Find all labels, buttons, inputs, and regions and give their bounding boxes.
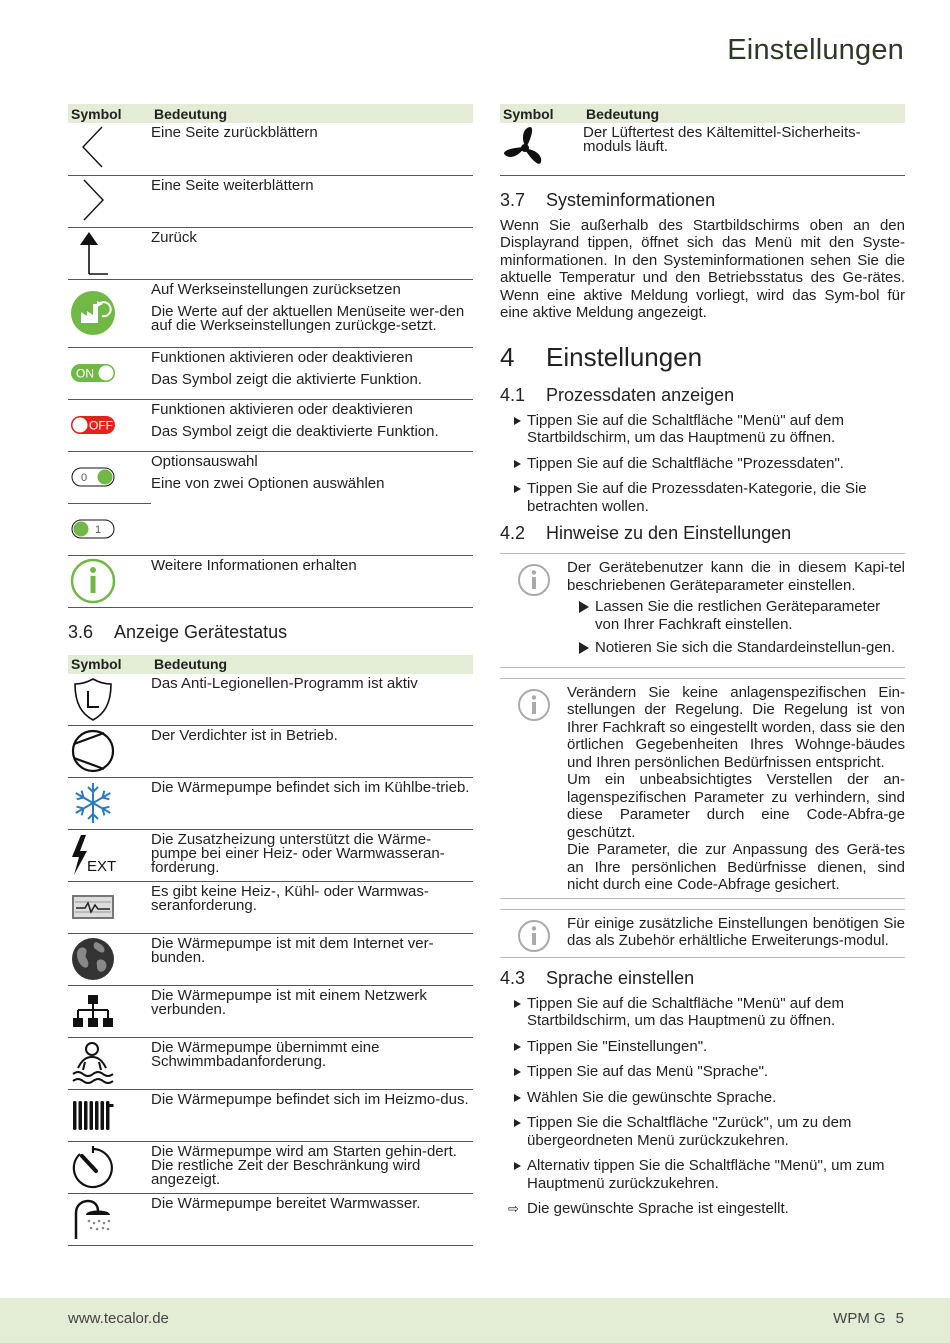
row-text: Eine Seite zurückblättern xyxy=(151,124,318,141)
shower-icon xyxy=(68,1194,118,1244)
section-heading-3-7: 3.7 Systeminformationen xyxy=(500,189,716,210)
info-icon xyxy=(68,556,118,606)
footer-website: www.tecalor.de xyxy=(68,1310,169,1327)
footer-product-page xyxy=(823,1310,904,1327)
row-text: Die Zusatzheizung unterstützt die Wärme-pumpe bei einer Heiz- oder Warmwasseran-forderung. xyxy=(151,831,445,876)
row-text: Die Wärmepumpe ist mit einem Netzwerk verbunden. xyxy=(151,987,427,1018)
fan-icon xyxy=(500,123,550,173)
option-0-label: 0 xyxy=(81,471,88,484)
section-heading-4-2: 4.2 Hinweise zu den Einstellungen xyxy=(500,523,792,543)
col-header-meaning: Bedeutung xyxy=(151,104,473,123)
compressor-icon xyxy=(68,726,118,776)
note-text: Der Gerätebenutzer kann die in diesem Kapi-tel beschriebenen Geräteparameter einstellen. xyxy=(567,559,905,594)
row-text: Auf Werkseinstellungen zurücksetzen xyxy=(151,280,401,298)
table-row xyxy=(68,882,473,934)
list-item: Tippen Sie die Schaltfläche "Zurück", um zu dem übergeordneten Menü zurückzukehren. xyxy=(500,1114,905,1149)
table-row xyxy=(68,1194,473,1246)
note-box-3 xyxy=(500,909,905,958)
toggle-off-icon xyxy=(68,400,118,450)
symbol-table-device-status xyxy=(68,655,473,1247)
row-text-detail: Das Symbol zeigt die aktivierte Funktion. xyxy=(151,370,422,388)
row-text: Es gibt keine Heiz-, Kühl- oder Warmwas-seranforderung. xyxy=(151,883,429,914)
page-footer xyxy=(0,1298,950,1343)
section-heading-3-6: 3.6 Anzeige Gerätestatus xyxy=(68,621,288,642)
info-note-icon xyxy=(517,688,551,722)
col-header-symbol: Symbol xyxy=(68,655,151,674)
table-row xyxy=(68,555,473,607)
left-column xyxy=(68,104,473,1246)
toggle-on-icon xyxy=(68,348,118,398)
network-icon xyxy=(68,986,118,1036)
col-header-symbol: Symbol xyxy=(500,104,583,123)
table-row xyxy=(68,279,473,347)
info-note-icon xyxy=(517,919,551,953)
row-text: Eine Seite weiterblättern xyxy=(151,176,314,194)
note-text: Die Parameter, die zur Anpassung des Gerä-tes an Ihre persönlichen Bedürfnisse dienen, sind nicht durch eine Code-Abfrage gesichert. xyxy=(567,841,905,893)
list-item: Tippen Sie auf die Prozessdaten-Kategorie, die Sie betrachten wollen. xyxy=(500,480,905,515)
row-text: Funktionen aktivieren oder deaktivieren xyxy=(151,348,413,366)
chevron-right-icon xyxy=(68,176,118,224)
back-arrow-icon xyxy=(68,228,118,278)
info-note-icon xyxy=(517,563,551,597)
row-text: Der Verdichter ist in Betrieb. xyxy=(151,727,338,744)
result-item: ⇨ Die gewünschte Sprache ist eingestellt. xyxy=(500,1200,905,1218)
note-text: Um ein unbeabsichtigtes Verstellen der an-lagenspezifischen Parameter zu verhindern, sind diese Parameter durch eine Code-Abfra-ge geschützt. xyxy=(567,771,905,841)
list-item: Notieren Sie sich die Standardeinstellun-gen. xyxy=(567,639,905,657)
radiator-icon xyxy=(68,1090,118,1140)
process-data-steps xyxy=(500,412,905,516)
row-text-detail: Eine von zwei Optionen auswählen xyxy=(151,474,385,492)
table-row xyxy=(68,227,473,279)
table-row xyxy=(68,986,473,1038)
section-heading-4-3: 4.3 Sprache einstellen xyxy=(500,967,695,988)
table-row xyxy=(68,451,473,503)
timer-icon xyxy=(68,1142,118,1192)
note-box-1 xyxy=(500,553,905,668)
table-row xyxy=(68,1090,473,1142)
external-heater-icon xyxy=(68,830,120,880)
table-row xyxy=(68,399,473,451)
table-row xyxy=(68,1038,473,1090)
no-demand-icon xyxy=(68,882,118,932)
table-row xyxy=(68,726,473,778)
factory-reset-icon xyxy=(68,280,118,346)
chevron-left-icon xyxy=(68,123,118,171)
snowflake-icon xyxy=(68,778,118,828)
table-row xyxy=(500,123,905,175)
table-row xyxy=(68,175,473,227)
swimming-pool-icon xyxy=(68,1038,118,1088)
language-steps xyxy=(500,995,905,1218)
row-text: Funktionen aktivieren oder deaktivieren xyxy=(151,400,413,418)
list-item: Alternativ tippen Sie die Schaltfläche "Menü", um zum Hauptmenü zurückzukehren. xyxy=(500,1157,905,1192)
list-item: Tippen Sie auf die Schaltfläche "Prozessdaten". xyxy=(500,455,905,473)
list-item: Tippen Sie auf die Schaltfläche "Menü" auf dem Startbildschirm, um das Hauptmenü zu öffnen. xyxy=(500,995,905,1030)
footer-product: WPM G xyxy=(833,1310,886,1327)
table-row xyxy=(68,674,473,726)
row-text: Optionsauswahl xyxy=(151,452,258,470)
option-1-label: 1 xyxy=(95,523,102,536)
row-text: Zurück xyxy=(151,228,197,246)
col-header-meaning: Bedeutung xyxy=(151,655,473,674)
page-header-title: Einstellungen xyxy=(727,34,904,66)
row-text: Die Wärmepumpe ist mit dem Internet ver-bunden. xyxy=(151,935,434,966)
system-info-paragraph: Wenn Sie außerhalb des Startbildschirms oben an den Displayrand tippen, öffnet sich das Menü mit den Syste-minformationen. In den Systeminformationen sehen Sie die aktuelle Temperatur und den Betriebsstatus des Ge-rätes. Wenn eine aktive Meldung vorliegt, wird das Sym-bol für eine aktive Meldung angezeigt. xyxy=(500,216,905,321)
col-header-symbol: Symbol xyxy=(68,104,151,123)
row-text: Der Lüftertest des Kältemittel-Sicherheits-moduls läuft. xyxy=(583,124,861,155)
row-text: Die Wärmepumpe befindet sich im Heizmo-dus. xyxy=(151,1091,469,1108)
table-row xyxy=(68,123,473,175)
row-text: Das Anti-Legionellen-Programm ist aktiv xyxy=(151,674,418,692)
option-0-icon xyxy=(68,452,118,502)
note-text: Für einige zusätzliche Einstellungen benötigen Sie das als Zubehör erhältliche Erweiterungs-modul. xyxy=(567,914,905,949)
table-row xyxy=(68,503,473,555)
table-row xyxy=(68,347,473,399)
list-item: Lassen Sie die restlichen Geräteparameter von Ihrer Fachkraft einstellen. xyxy=(567,598,905,633)
chapter-heading-4: 4 Einstellungen xyxy=(500,341,703,372)
symbol-table-navigation xyxy=(68,104,473,608)
list-item: Wählen Sie die gewünschte Sprache. xyxy=(500,1089,905,1107)
toggle-off-label: OFF xyxy=(89,418,113,432)
list-item: Tippen Sie auf das Menü "Sprache". xyxy=(500,1063,905,1081)
table-row xyxy=(68,778,473,830)
option-1-icon xyxy=(68,504,118,554)
row-text: Die Wärmepumpe übernimmt eine Schwimmbadanforderung. xyxy=(151,1039,380,1070)
table-row xyxy=(68,830,473,882)
note-box-2 xyxy=(500,678,905,899)
symbol-table-fan xyxy=(500,104,905,176)
note-text: Verändern Sie keine anlagenspezifischen Ein-stellungen der Regelung. Die Regelung ist von Ihrer Fachkraft so eingestellt worden, dass sie den örtlichen Gegebenheiten Ihres Wohnge-bäudes und Ihren persönlichen Bedürfnissen entspricht. xyxy=(567,683,905,771)
globe-icon xyxy=(68,934,118,984)
legionella-shield-icon xyxy=(68,674,118,724)
row-text: Die Wärmepumpe befindet sich im Kühlbe-trieb. xyxy=(151,779,470,796)
right-column xyxy=(500,104,905,1226)
row-text: Die Wärmepumpe bereitet Warmwasser. xyxy=(151,1195,421,1212)
list-item: Tippen Sie auf die Schaltfläche "Menü" auf dem Startbildschirm, um das Hauptmenü zu öffnen. xyxy=(500,412,905,447)
row-text-detail: Die Werte auf der aktuellen Menüseite wer-den auf die Werkseinstellungen zurückge-setzt. xyxy=(151,302,465,334)
footer-page-number: 5 xyxy=(895,1310,904,1327)
row-text-detail: Das Symbol zeigt die deaktivierte Funktion. xyxy=(151,422,439,440)
col-header-meaning: Bedeutung xyxy=(583,104,905,123)
row-text: Weitere Informationen erhalten xyxy=(151,556,357,574)
row-text: Die Wärmepumpe wird am Starten gehin-dert. Die restliche Zeit der Beschränkung wird angezeigt. xyxy=(151,1143,457,1188)
table-row xyxy=(68,1142,473,1194)
list-item: Tippen Sie "Einstellungen". xyxy=(500,1038,905,1056)
section-heading-4-1: 4.1 Prozessdaten anzeigen xyxy=(500,384,735,405)
ext-label: EXT xyxy=(87,858,117,875)
toggle-on-label: ON xyxy=(76,366,94,380)
table-row xyxy=(68,934,473,986)
